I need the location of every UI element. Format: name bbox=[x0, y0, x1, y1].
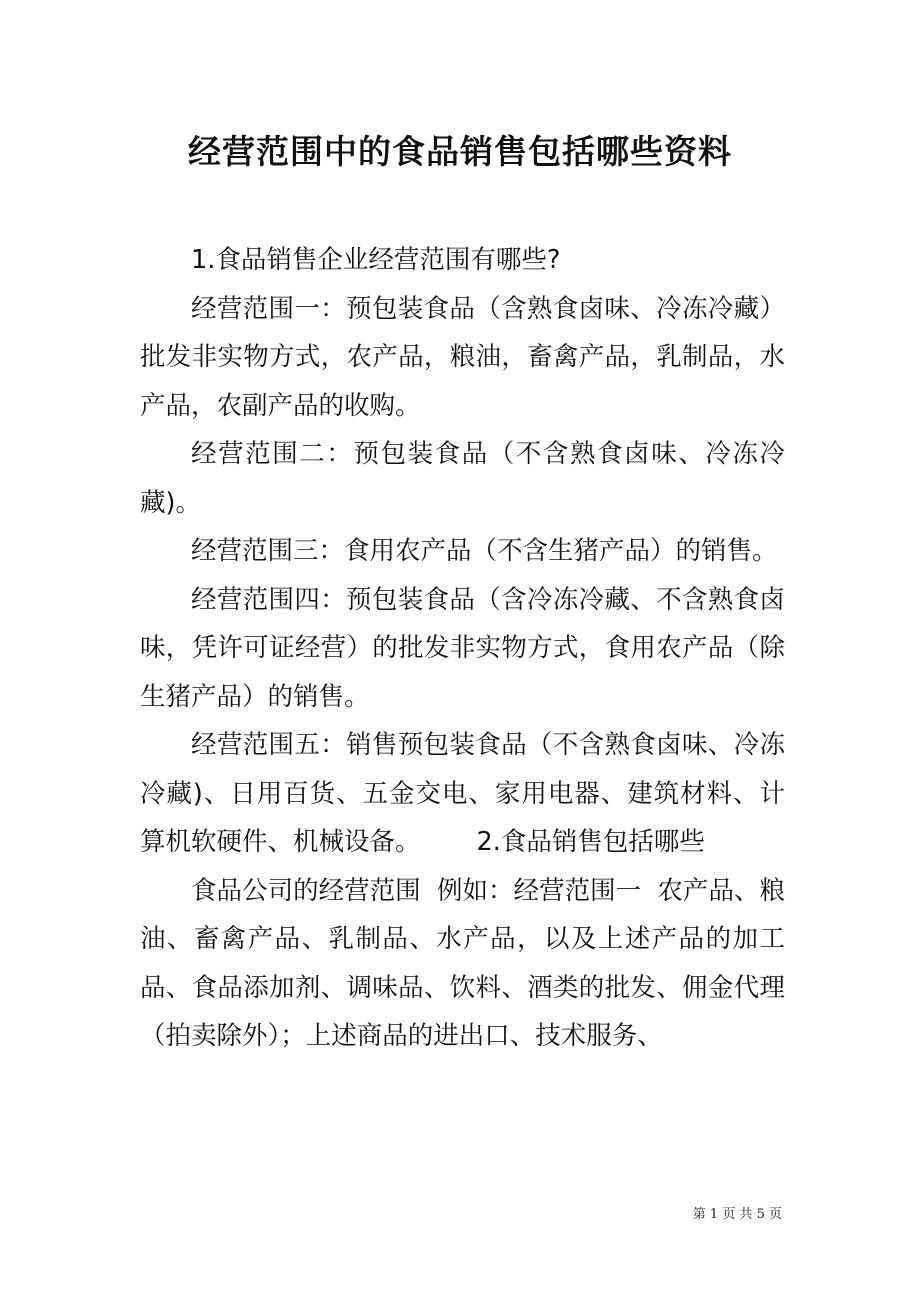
paragraph-company-scope: 食品公司的经营范围 例如：经营范围一 农产品、粮油、畜禽产品、乳制品、水产品，以及上述产品的加工品、食品添加剂、调味品、饮料、酒类的批发、佣金代理（拍卖除外）；上述商品的进出口、技术服务、 bbox=[140, 875, 785, 1051]
paragraph-scope-1: 经营范围一：预包装食品（含熟食卤味、冷冻冷藏）批发非实物方式，农产品，粮油，畜禽产品，乳制品，水产品，农副产品的收购。 bbox=[140, 293, 785, 421]
paragraph-question-2: 2.食品销售包括哪些 bbox=[476, 827, 705, 857]
paragraph-scope-5-text: 经营范围五：销售预包装食品（不含熟食卤味、冷冻冷藏)、日用百货、五金交电、家用电器、建筑材料、计算机软硬件、机械设备。 bbox=[140, 730, 785, 857]
page-number: 第 1 页 共 5 页 bbox=[692, 1207, 782, 1222]
paragraph-scope-5 bbox=[140, 721, 785, 867]
document-title: 经营范围中的食品销售包括哪些资料 bbox=[188, 132, 732, 171]
paragraph-scope-4: 经营范围四：预包装食品（含冷冻冷藏、不含熟食卤味，凭许可证经营）的批发非实物方式，食用农产品（除生猪产品）的销售。 bbox=[140, 584, 785, 712]
document-body bbox=[140, 236, 785, 1061]
paragraph-scope-3: 经营范围三：食用农产品（不含生猪产品）的销售。 bbox=[191, 536, 778, 566]
paragraph-scope-2: 经营范围二：预包装食品（不含熟食卤味、冷冻冷藏)。 bbox=[140, 439, 785, 518]
paragraph-question-1: 1.食品销售企业经营范围有哪些? bbox=[191, 245, 561, 275]
